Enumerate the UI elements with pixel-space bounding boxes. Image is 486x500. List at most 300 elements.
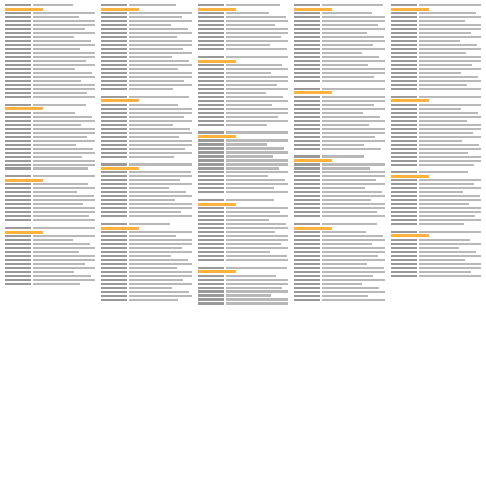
spec-row <box>198 32 288 35</box>
spec-row <box>391 44 481 47</box>
spec-row <box>101 298 191 301</box>
spec-value-placeholder <box>322 88 384 90</box>
spec-label-placeholder <box>5 175 31 177</box>
spec-row <box>101 282 191 285</box>
spec-row <box>101 88 191 91</box>
spec-row <box>294 119 384 122</box>
spec-row <box>294 131 384 134</box>
spec-row <box>5 32 95 35</box>
spec-value-placeholder <box>226 28 288 30</box>
spec-value-placeholder <box>129 136 179 138</box>
spec-value-placeholder <box>322 128 384 130</box>
spec-row <box>101 187 191 190</box>
spec-block <box>101 4 191 90</box>
spec-label-placeholder <box>101 64 127 66</box>
highlighted-type-number <box>101 99 139 102</box>
highlighted-type-number <box>198 270 236 273</box>
spec-label-placeholder <box>5 148 31 150</box>
spec-label-placeholder <box>198 40 224 42</box>
spec-label-placeholder <box>198 187 224 189</box>
spec-value-placeholder <box>33 96 95 98</box>
spec-row <box>198 199 288 202</box>
spec-row <box>101 231 191 234</box>
spec-label-placeholder <box>391 40 417 42</box>
spec-row <box>101 119 191 122</box>
spec-row <box>391 187 481 190</box>
spec-row <box>294 262 384 265</box>
spec-value-placeholder <box>322 52 362 54</box>
spec-value-placeholder <box>226 131 288 133</box>
spec-label-placeholder <box>294 283 320 285</box>
spec-value-placeholder <box>419 60 481 62</box>
spec-label-placeholder <box>5 56 31 58</box>
spec-value-placeholder <box>419 160 481 162</box>
spec-value-placeholder <box>33 128 95 130</box>
spec-row <box>5 139 95 142</box>
spec-row <box>294 199 384 202</box>
spec-label-placeholder <box>391 231 417 233</box>
spec-label-placeholder <box>198 231 224 233</box>
spec-row <box>5 12 95 15</box>
spec-value-placeholder <box>419 152 468 154</box>
spec-block <box>5 227 95 286</box>
spec-label-placeholder <box>101 215 127 217</box>
spec-row <box>391 211 481 214</box>
spec-row <box>101 175 191 178</box>
spec-value-placeholder <box>322 211 377 213</box>
spec-row <box>101 223 191 226</box>
spec-row <box>101 36 191 39</box>
spec-label-placeholder <box>101 88 127 90</box>
spec-row <box>391 68 481 71</box>
spec-row <box>391 183 481 186</box>
spec-value-placeholder <box>226 231 275 233</box>
spec-value-placeholder <box>419 36 481 38</box>
spec-row <box>5 8 95 11</box>
spec-value-placeholder <box>419 16 481 18</box>
spec-row <box>391 56 481 59</box>
spec-label-placeholder <box>5 167 31 169</box>
spec-label-placeholder <box>101 231 127 233</box>
spec-row <box>101 80 191 83</box>
spec-label-placeholder <box>101 239 127 241</box>
highlighted-type-number <box>198 135 236 138</box>
spec-value-placeholder <box>419 104 481 106</box>
spec-row <box>5 84 95 87</box>
spec-label-placeholder <box>101 60 127 62</box>
spec-value-placeholder <box>33 68 75 70</box>
spec-label-placeholder <box>294 267 320 269</box>
spec-row <box>391 235 481 238</box>
spec-label-placeholder <box>391 112 417 114</box>
spec-value-placeholder <box>129 207 191 209</box>
spec-value-placeholder <box>419 32 471 34</box>
spec-value-placeholder <box>33 156 82 158</box>
spec-label-placeholder <box>101 128 127 130</box>
spec-value-placeholder <box>419 68 481 70</box>
spec-label-placeholder <box>198 139 224 141</box>
spec-value-placeholder <box>33 84 95 86</box>
highlighted-type-number <box>198 8 236 11</box>
spec-row <box>5 28 95 31</box>
spec-row <box>294 4 384 7</box>
spec-row <box>391 207 481 210</box>
spec-row <box>5 251 95 254</box>
spec-label-placeholder <box>391 152 417 154</box>
spec-value-placeholder <box>322 60 384 62</box>
highlighted-type-number <box>5 179 43 182</box>
spec-row <box>5 211 95 214</box>
spec-label-placeholder <box>101 255 127 257</box>
spec-row <box>294 28 384 31</box>
spec-label-placeholder <box>198 294 224 296</box>
spec-label-placeholder <box>5 259 31 261</box>
spec-value-placeholder <box>33 20 95 22</box>
spec-label-placeholder <box>391 56 417 58</box>
spec-label-placeholder <box>5 211 31 213</box>
spec-label-placeholder <box>391 183 417 185</box>
spec-label-placeholder <box>391 203 417 205</box>
spec-label-placeholder <box>198 80 224 82</box>
spec-value-placeholder <box>226 187 274 189</box>
spec-value-placeholder <box>33 211 95 213</box>
spec-block <box>198 199 288 262</box>
spec-row <box>294 251 384 254</box>
spec-label-placeholder <box>198 183 224 185</box>
spec-label-placeholder <box>391 72 417 74</box>
spec-label-placeholder <box>294 179 320 181</box>
spec-value-placeholder <box>226 84 277 86</box>
spec-value-placeholder <box>129 96 189 98</box>
spec-label-placeholder <box>198 36 224 38</box>
spec-value-placeholder <box>33 239 73 241</box>
spec-row <box>294 111 384 114</box>
spec-label-placeholder <box>5 68 31 70</box>
spec-label-placeholder <box>294 136 320 138</box>
spec-label-placeholder <box>294 104 320 106</box>
spec-row <box>5 219 95 222</box>
spec-row <box>198 159 288 162</box>
spec-row <box>5 191 95 194</box>
spec-label-placeholder <box>391 12 417 14</box>
spec-row <box>198 298 288 301</box>
spec-value-placeholder <box>322 239 384 241</box>
spec-row <box>391 111 481 114</box>
spec-row <box>198 95 288 98</box>
spec-label-placeholder <box>5 12 31 14</box>
spec-row <box>198 4 288 7</box>
spec-row <box>391 270 481 273</box>
spec-value-placeholder <box>226 72 271 74</box>
spec-value-placeholder <box>129 120 191 122</box>
spec-label-placeholder <box>294 132 320 134</box>
spec-value-placeholder <box>129 124 173 126</box>
spec-value-placeholder <box>322 299 384 301</box>
spec-row <box>391 16 481 19</box>
spec-value-placeholder <box>33 183 88 185</box>
spec-value-placeholder <box>33 104 86 106</box>
spec-row <box>198 44 288 47</box>
spec-label-placeholder <box>5 72 31 74</box>
spec-label-placeholder <box>198 12 224 14</box>
spec-value-placeholder <box>322 255 378 257</box>
spec-label-placeholder <box>391 24 417 26</box>
spec-label-placeholder <box>198 243 224 245</box>
spec-value-placeholder <box>33 275 91 277</box>
spec-row <box>294 80 384 83</box>
spec-value-placeholder <box>33 187 95 189</box>
spec-value-placeholder <box>419 76 478 78</box>
spec-label-placeholder <box>294 68 320 70</box>
highlighted-type-number <box>101 227 139 230</box>
spec-row <box>101 247 191 250</box>
spec-label-placeholder <box>101 112 127 114</box>
spec-label-placeholder <box>5 80 31 82</box>
spec-row <box>5 175 95 178</box>
spec-value-placeholder <box>419 275 481 277</box>
spec-block <box>5 175 95 222</box>
spec-label-placeholder <box>5 267 31 269</box>
spec-row <box>5 274 95 277</box>
spec-value-placeholder <box>322 175 384 177</box>
spec-value-placeholder <box>129 299 178 301</box>
spec-label-placeholder <box>101 223 127 225</box>
spec-label-placeholder <box>101 132 127 134</box>
spec-label-placeholder <box>5 96 31 98</box>
spec-row <box>198 123 288 126</box>
spec-row <box>294 76 384 79</box>
spec-value-placeholder <box>419 128 481 130</box>
spec-value-placeholder <box>226 235 288 237</box>
spec-label-placeholder <box>5 128 31 130</box>
spec-value-placeholder <box>322 28 384 30</box>
spec-value-placeholder <box>226 290 288 292</box>
spec-row <box>198 302 288 305</box>
spec-label-placeholder <box>101 179 127 181</box>
spec-value-placeholder <box>33 132 95 134</box>
spec-row <box>101 155 191 158</box>
spec-row <box>198 72 288 75</box>
spec-row <box>5 243 95 246</box>
spec-value-placeholder <box>33 263 85 265</box>
spec-row <box>101 135 191 138</box>
spec-label-placeholder <box>198 56 224 58</box>
spec-row <box>294 211 384 214</box>
spec-value-placeholder <box>322 199 371 201</box>
spec-value-placeholder <box>33 36 74 38</box>
spec-label-placeholder <box>101 279 127 281</box>
spec-value-placeholder <box>322 215 384 217</box>
spec-value-placeholder <box>322 163 384 165</box>
spec-row <box>391 151 481 154</box>
spec-value-placeholder <box>419 219 481 221</box>
spec-row <box>198 270 288 273</box>
spec-value-placeholder <box>226 108 288 110</box>
spec-row <box>5 44 95 47</box>
spec-row <box>391 159 481 162</box>
spec-value-placeholder <box>129 32 191 34</box>
spec-value-placeholder <box>129 12 191 14</box>
spec-label-placeholder <box>101 203 127 205</box>
spec-row <box>294 123 384 126</box>
spec-label-placeholder <box>198 72 224 74</box>
spec-label-placeholder <box>5 283 31 285</box>
spec-label-placeholder <box>198 175 224 177</box>
spec-block <box>391 4 481 90</box>
spec-row <box>391 175 481 178</box>
spec-label-placeholder <box>198 100 224 102</box>
spec-label-placeholder <box>198 104 224 106</box>
spec-row <box>294 24 384 27</box>
spec-value-placeholder <box>33 160 95 162</box>
spec-label-placeholder <box>294 243 320 245</box>
spec-row <box>198 151 288 154</box>
spec-row <box>198 84 288 87</box>
spec-value-placeholder <box>33 255 95 257</box>
spec-label-placeholder <box>5 275 31 277</box>
spec-value-placeholder <box>33 4 73 6</box>
spec-label-placeholder <box>101 235 127 237</box>
spec-row <box>198 203 288 206</box>
spec-row <box>101 227 191 230</box>
spec-label-placeholder <box>198 302 224 304</box>
spec-row <box>5 143 95 146</box>
spec-row <box>198 215 288 218</box>
spec-label-placeholder <box>391 120 417 122</box>
spec-label-placeholder <box>5 271 31 273</box>
spec-row <box>198 247 288 250</box>
spec-label-placeholder <box>101 16 127 18</box>
spec-row <box>101 64 191 67</box>
spec-value-placeholder <box>322 148 381 150</box>
spec-row <box>198 255 288 258</box>
spec-row <box>198 294 288 297</box>
spec-row <box>5 255 95 258</box>
spec-value-placeholder <box>322 72 384 74</box>
spec-value-placeholder <box>226 259 288 261</box>
spec-row <box>198 143 288 146</box>
spec-row <box>198 107 288 110</box>
spec-row <box>5 56 95 59</box>
spec-value-placeholder <box>226 215 288 217</box>
spec-label-placeholder <box>294 167 320 169</box>
spec-row <box>5 64 95 67</box>
spec-row <box>391 4 481 7</box>
spec-value-placeholder <box>322 179 376 181</box>
spec-label-placeholder <box>5 183 31 185</box>
spec-label-placeholder <box>101 148 127 150</box>
spec-row <box>5 115 95 118</box>
spec-label-placeholder <box>101 72 127 74</box>
spec-label-placeholder <box>391 80 417 82</box>
spec-value-placeholder <box>33 195 94 197</box>
spec-row <box>101 24 191 27</box>
spec-value-placeholder <box>226 191 288 193</box>
spec-value-placeholder <box>129 88 173 90</box>
spec-row <box>198 235 288 238</box>
spec-label-placeholder <box>294 148 320 150</box>
spec-row <box>391 199 481 202</box>
spec-label-placeholder <box>101 116 127 118</box>
highlighted-type-number <box>294 227 332 230</box>
spec-value-placeholder <box>33 136 87 138</box>
spec-row <box>198 211 288 214</box>
spec-label-placeholder <box>101 259 127 261</box>
spec-block <box>198 131 288 194</box>
spec-label-placeholder <box>5 255 31 257</box>
spec-row <box>391 258 481 261</box>
spec-row <box>5 262 95 265</box>
spec-value-placeholder <box>322 76 374 78</box>
spec-value-placeholder <box>129 215 191 217</box>
spec-row <box>198 111 288 114</box>
spec-value-placeholder <box>226 155 273 157</box>
highlighted-type-number <box>391 234 429 237</box>
spec-row <box>198 227 288 230</box>
spec-value-placeholder <box>419 223 464 225</box>
spec-row <box>391 266 481 269</box>
spec-value-placeholder <box>419 271 471 273</box>
spec-row <box>5 266 95 269</box>
spec-row <box>5 80 95 83</box>
spec-label-placeholder <box>294 20 320 22</box>
spec-value-placeholder <box>419 136 481 138</box>
spec-label-placeholder <box>294 80 320 82</box>
spec-row <box>5 207 95 210</box>
spec-value-placeholder <box>129 267 177 269</box>
spec-row <box>294 163 384 166</box>
spec-row <box>5 4 95 7</box>
spec-row <box>101 4 191 7</box>
spec-label-placeholder <box>391 215 417 217</box>
spec-label-placeholder <box>198 255 224 257</box>
spec-label-placeholder <box>294 24 320 26</box>
spec-block <box>294 155 384 218</box>
spec-label-placeholder <box>294 28 320 30</box>
spec-value-placeholder <box>322 291 384 293</box>
spec-row <box>391 262 481 265</box>
spec-value-placeholder <box>33 152 95 154</box>
spec-row <box>294 72 384 75</box>
spec-label-placeholder <box>198 64 224 66</box>
spec-value-placeholder <box>419 84 467 86</box>
spec-label-placeholder <box>101 175 127 177</box>
spec-label-placeholder <box>391 199 417 201</box>
spec-row <box>391 32 481 35</box>
spec-label-placeholder <box>198 76 224 78</box>
spec-label-placeholder <box>294 72 320 74</box>
spec-block <box>198 56 288 127</box>
spec-label-placeholder <box>198 143 224 145</box>
spec-row <box>5 183 95 186</box>
spec-label-placeholder <box>391 267 417 269</box>
spec-label-placeholder <box>294 251 320 253</box>
spec-column <box>391 4 481 500</box>
spec-label-placeholder <box>101 44 127 46</box>
spec-label-placeholder <box>101 140 127 142</box>
spec-value-placeholder <box>226 163 288 165</box>
spec-row <box>391 115 481 118</box>
spec-label-placeholder <box>294 64 320 66</box>
spec-value-placeholder <box>129 76 191 78</box>
spec-label-placeholder <box>101 287 127 289</box>
spec-value-placeholder <box>226 100 288 102</box>
spec-row <box>391 40 481 43</box>
highlighted-type-number <box>5 8 43 11</box>
spec-value-placeholder <box>33 56 95 58</box>
spec-label-placeholder <box>101 104 127 106</box>
spec-row <box>198 68 288 71</box>
